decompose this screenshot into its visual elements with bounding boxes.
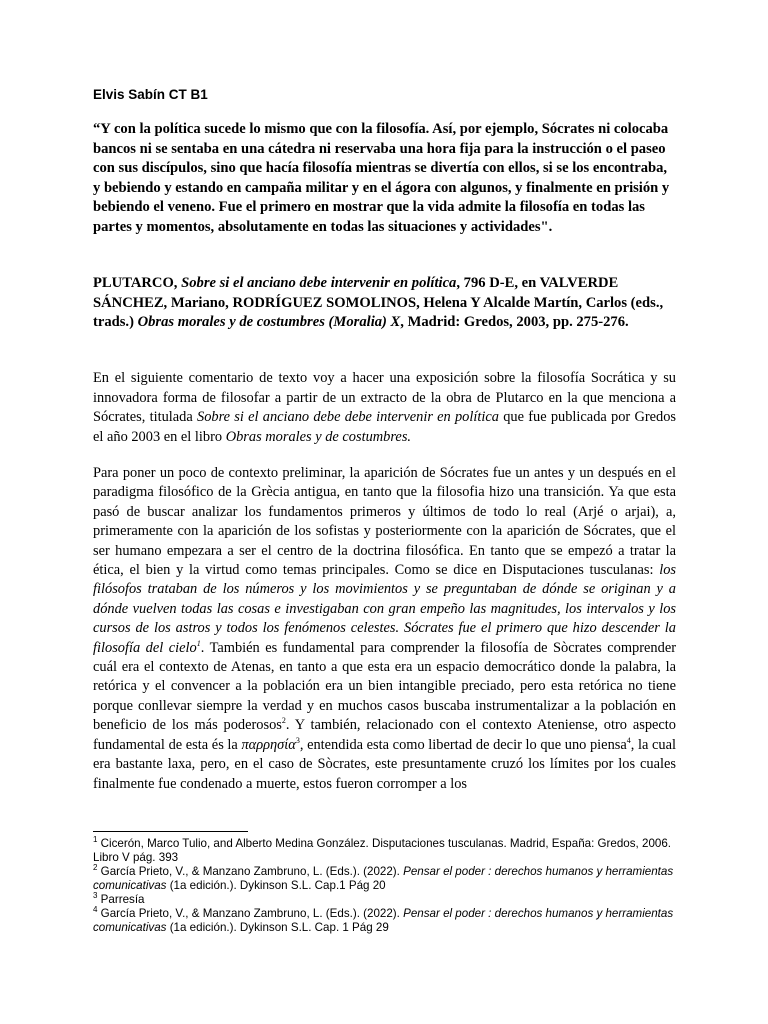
footnote-3 [93,893,693,907]
citation-part-3: , Madrid: Gredos, 2003, pp. 275-276. [400,314,629,330]
intro-title-1: Sobre si el anciano debe debe intervenir en política [197,409,499,426]
body-tusculan-quote: los filósofos trataban de los números y los movimientos y se preguntaban de dónde se originan y a dónde vuelven todas las cosas e investigaban con gran empeño las magnitudes, los intervalos y los cursos de los astros y todos los fenómenos celestes. Sócrates fue el primero que hizo descender la filosofía del cielo [93,562,676,656]
body-part-3: . Y también, relacionado con el contexto Ateniense, otro aspecto fundamental de esta és la [93,717,677,753]
intro-part-1: En el siguiente comentario de texto voy a hacer una exposición sobre la filosofía Socrática y su innovadora forma de filosofar a partir de un extracto de la obra de Plutarco en la que menciona a Sócrates, titulada [93,370,676,426]
footnote-number: 3 [93,891,98,901]
bibliographic-citation [93,274,676,333]
footnote-ref-2[interactable]: 2 [281,716,286,726]
author-header: Elvis Sabín CT B1 [93,87,208,102]
intro-title-2: Obras morales y de costumbres. [225,428,412,445]
citation-part-1: PLUTARCO, [93,275,182,291]
body-part-4: , entendida esta como libertad de decir lo que uno piensa [299,736,627,753]
footnote-text: (1a edición.). Dykinson S.L. Cap. 1 Pág 29 [166,921,389,934]
intro-part-2: que fue publicada por Gredos el año 2003 en el libro [93,409,677,445]
footnote-text: García Prieto, V., & Manzano Zambruno, L. (Eds.). (2022). [97,907,404,920]
footnote-text: García Prieto, V., & Manzano Zambruno, L. (Eds.). (2022). [97,865,404,878]
body-greek-term: παρρησία [241,736,296,753]
footnote-book-title: Pensar el poder : derechos humanos y herramientas comunicativas [93,907,674,934]
footnote-4 [93,907,693,935]
footnote-2 [93,865,693,893]
footnote-1 [93,837,693,865]
footnote-book-title: Pensar el poder : derechos humanos y herramientas comunicativas [93,865,674,892]
footnote-text: Parresía [97,893,145,906]
context-paragraph [93,464,676,794]
body-part-2: . También es fundamental para comprender la filosofía de Sòcrates comprender cuál era el contexto de Atenas, en tanto a que esta era un espacio democrático donde la palabra, la retórica y el convencer a la población era un bien intangible preciado, pero esta retórica no tiene porque conllevar siempre la verdad y en muchos casos buscaba instrumentalizar a la población en beneficio de los más poderosos [93,639,677,734]
footnote-ref-4[interactable]: 4 [626,735,631,745]
body-part-5: , la cual era bastante laxa, pero, en el caso de Sòcrates, este presuntamente cruzó los límites por los cuales finalmente fue condenado a muerte, estos fueron corromper a los [93,736,676,792]
citation-part-2: , 796 D-E, en VALVERDE SÁNCHEZ, Mariano, RODRÍGUEZ SOMOLINOS, Helena Y Alcalde Martín, Carlos (eds., trads.) [93,275,664,330]
footnote-number: 4 [93,905,98,915]
footnotes [93,837,693,935]
footnote-number: 2 [93,863,98,873]
footnote-separator [93,831,248,832]
plutarch-quote: “Y con la política sucede lo mismo que con la filosofía. Así, por ejemplo, Sócrates ni colocaba bancos ni se sentaba en una cátedra ni reservaba una hora fija para la instrucción o el paseo con sus discípulos, sino que hacía filosofía mientras se divertía con ellos, si se los encontraba, y bebiendo y estando en campaña militar y en el ágora con algunos, y finalmente en prisión y bebiendo el veneno. Fue el primero en mostrar que la vida admite la filosofía en todas las partes y momentos, absolutamente en todas las situaciones y actividades". [93,121,670,235]
footnote-text: (1a edición.). Dykinson S.L. Cap.1 Pág 20 [166,879,386,892]
body-part-1: Para poner un poco de contexto preliminar, la aparición de Sócrates fue un antes y un después en el paradigma filosófico de la Grècia antigua, en tanto que la filosofia hizo una transición. Ya que esta pasó de buscar analizar los fundamentos primeros y últimos de todo lo real (Arjé o arjai), a, primeramente con la aparición de los sofistas y posteriormente con la aparición de Sócrates, que el ser humano empezara a ser el centro de la doctrina filosófica. En tanto que se empezó a tratar la ética, el bien y la virtud como temas principales. Como se dice en Disputaciones tusculanas: [93,465,676,579]
footnote-ref-3[interactable]: 3 [295,735,300,745]
footnote-number: 1 [93,835,98,845]
footnote-ref-1[interactable]: 1 [196,638,201,648]
citation-title-2: Obras morales y de costumbres (Moralia) X [137,314,401,330]
citation-title-1: Sobre si el anciano debe intervenir en política [181,275,457,291]
footnote-text: Cicerón, Marco Tulio, and Alberto Medina González. Disputaciones tusculanas. Madrid, España: Gredos, 2006. Libro V pág. 393 [93,837,672,864]
intro-paragraph [93,369,676,447]
